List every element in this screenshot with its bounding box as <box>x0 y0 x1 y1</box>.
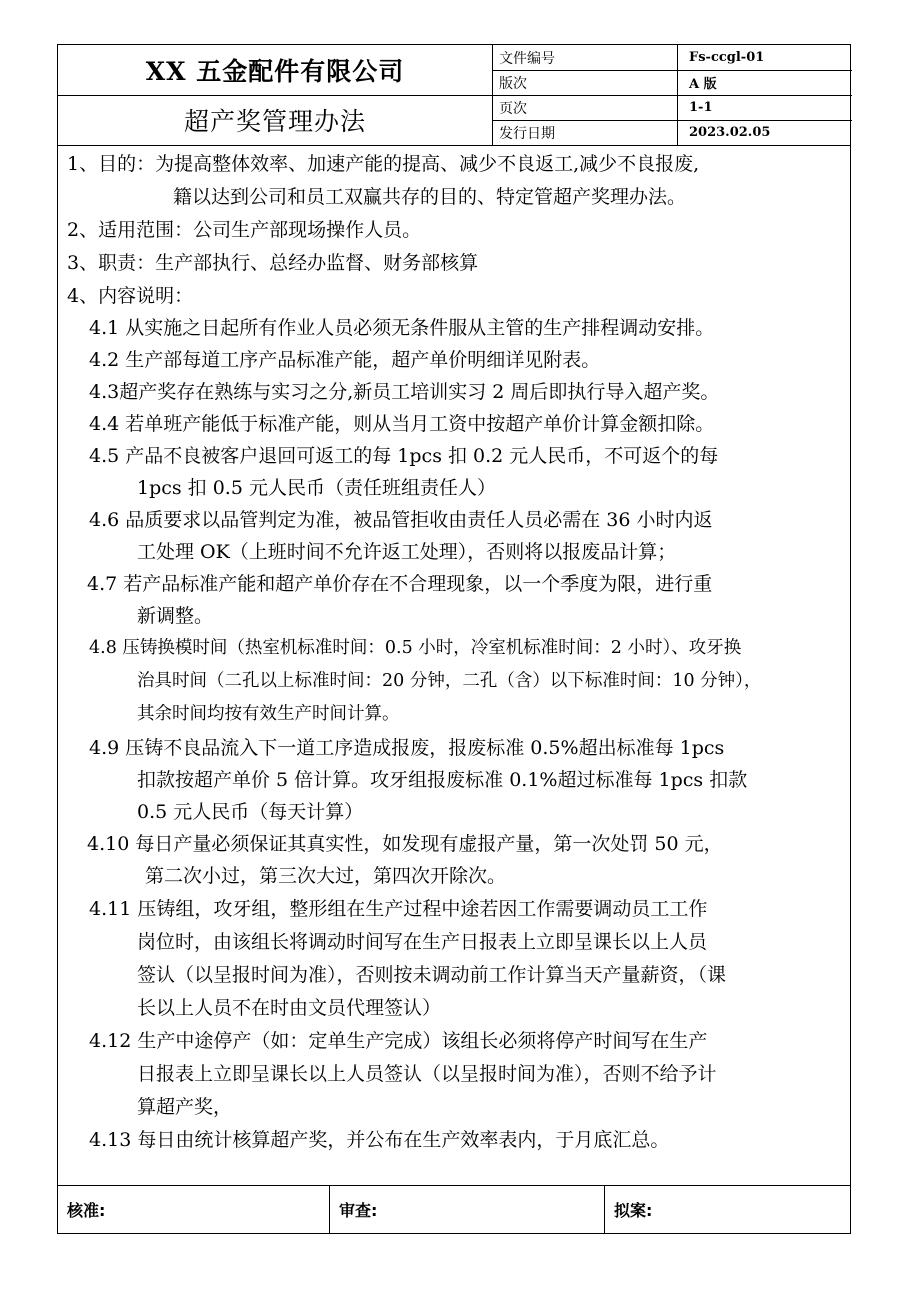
body-line: 4.11 压铸组，攻牙组，整形组在生产过程中途若因工作需要调动员工工作 <box>89 898 708 920</box>
body-line: 4.7 若产品标准产能和超产单价存在不合理现象，以一个季度为限，进行重 <box>87 573 713 595</box>
body-line: 4.9 压铸不良品流入下一道工序造成报废，报废标准 0.5%超出标准每 1pcs <box>89 737 725 759</box>
body-line: 籍以达到公司和员工双赢共存的目的、特定管超产奖理办法。 <box>173 186 687 208</box>
body-line: 治具时间（二孔以上标准时间：20 分钟，二孔（含）以下标准时间：10 分钟）， <box>137 671 762 691</box>
body-line: 签认（以呈报时间为准），否则按未调动前工作计算当天产量薪资，（课 <box>137 964 727 986</box>
meta-key: 页次 <box>492 95 678 120</box>
body-line: 长以上人员不在时由文员代理签认） <box>137 997 442 1019</box>
approve-label: 核准: <box>58 1185 330 1233</box>
company-name: XX 五金配件有限公司 <box>58 45 492 96</box>
meta-key: 文件编号 <box>492 45 678 70</box>
meta-row-page <box>492 95 852 121</box>
body-line: 4.3超产奖存在熟练与实习之分,新员工培训实习 2 周后即执行导入超产奖。 <box>89 381 720 403</box>
body-line: 4.8 压铸换模时间（热室机标准时间：0.5 小时，冷室机标准时间：2 小时）、攻牙换 <box>89 638 742 658</box>
body-line: 4.10 每日产量必须保证其真实性，如发现有虚报产量，第一次处罚 50 元， <box>87 833 723 855</box>
meta-key: 版次 <box>492 70 678 95</box>
document-header <box>58 45 850 146</box>
draft-label: 拟案: <box>614 1200 653 1220</box>
body-line: 4.1 从实施之日起所有作业人员必须无条件服从主管的生产排程调动安排。 <box>89 317 715 339</box>
signature-row <box>58 1185 850 1233</box>
meta-value: 2023.02.05 <box>689 125 771 140</box>
body-line: 岗位时，由该组长将调动时间写在生产日报表上立即呈课长以上人员 <box>137 931 708 953</box>
body-line: 新调整。 <box>137 605 214 627</box>
body-line: 4.13 每日由统计核算超产奖，并公布在生产效率表内，于月底汇总。 <box>89 1129 670 1151</box>
header-title-block <box>58 45 493 145</box>
meta-row-doc-number <box>492 45 852 71</box>
body-line: 1、目的：为提高整体效率、加速产能的提高、减少不良返工,减少不良报废, <box>67 153 700 175</box>
body-line: 1pcs 扣 0.5 元人民币（责任班组责任人） <box>137 477 496 499</box>
meta-key: 发行日期 <box>492 120 678 145</box>
body-line: 扣款按超产单价 5 倍计算。攻牙组报废标准 0.1%超过标准每 1pcs 扣款 <box>137 769 748 791</box>
meta-value: Fs-ccgl-01 <box>689 50 765 65</box>
body-line: 工处理 OK（上班时间不允许返工处理），否则将以报废品计算； <box>137 541 677 563</box>
review-label: 审查: <box>330 1185 605 1233</box>
document-meta-table <box>492 45 852 145</box>
meta-value: 1-1 <box>689 100 713 115</box>
body-line: 4、内容说明： <box>67 285 194 307</box>
body-line: 2、适用范围：公司生产部现场操作人员。 <box>67 219 422 241</box>
body-line: 3、职责：生产部执行、总经办监督、财务部核算 <box>67 252 479 274</box>
document-body <box>58 145 850 1186</box>
document-frame <box>57 44 851 1234</box>
body-line: 4.5 产品不良被客户退回可返工的每 1pcs 扣 0.2 元人民币，不可返个的每 <box>89 445 719 467</box>
body-line: 4.2 生产部每道工序产品标准产能，超产单价明细详见附表。 <box>89 349 601 371</box>
body-line: 4.4 若单班产能低于标准产能，则从当月工资中按超产单价计算金额扣除。 <box>89 413 715 435</box>
body-line: 其余时间均按有效生产时间计算。 <box>137 704 400 724</box>
body-line: 4.12 生产中途停产（如：定单生产完成）该组长必须将停产时间写在生产 <box>89 1030 708 1052</box>
body-line: 0.5 元人民币（每天计算） <box>137 801 364 823</box>
meta-row-issue-date <box>492 120 852 145</box>
document-title: 超产奖管理办法 <box>183 107 366 136</box>
body-line: 算超产奖， <box>137 1096 233 1118</box>
meta-value: A 版 <box>689 77 717 92</box>
body-line: 日报表上立即呈课长以上人员签认（以呈报时间为准），否则不给予计 <box>137 1063 717 1085</box>
body-line: 4.6 品质要求以品管判定为准，被品管拒收由责任人员必需在 36 小时内返 <box>89 509 713 531</box>
body-line: 第二次小过，第三次大过，第四次开除次。 <box>145 865 507 887</box>
meta-row-version <box>492 70 852 96</box>
